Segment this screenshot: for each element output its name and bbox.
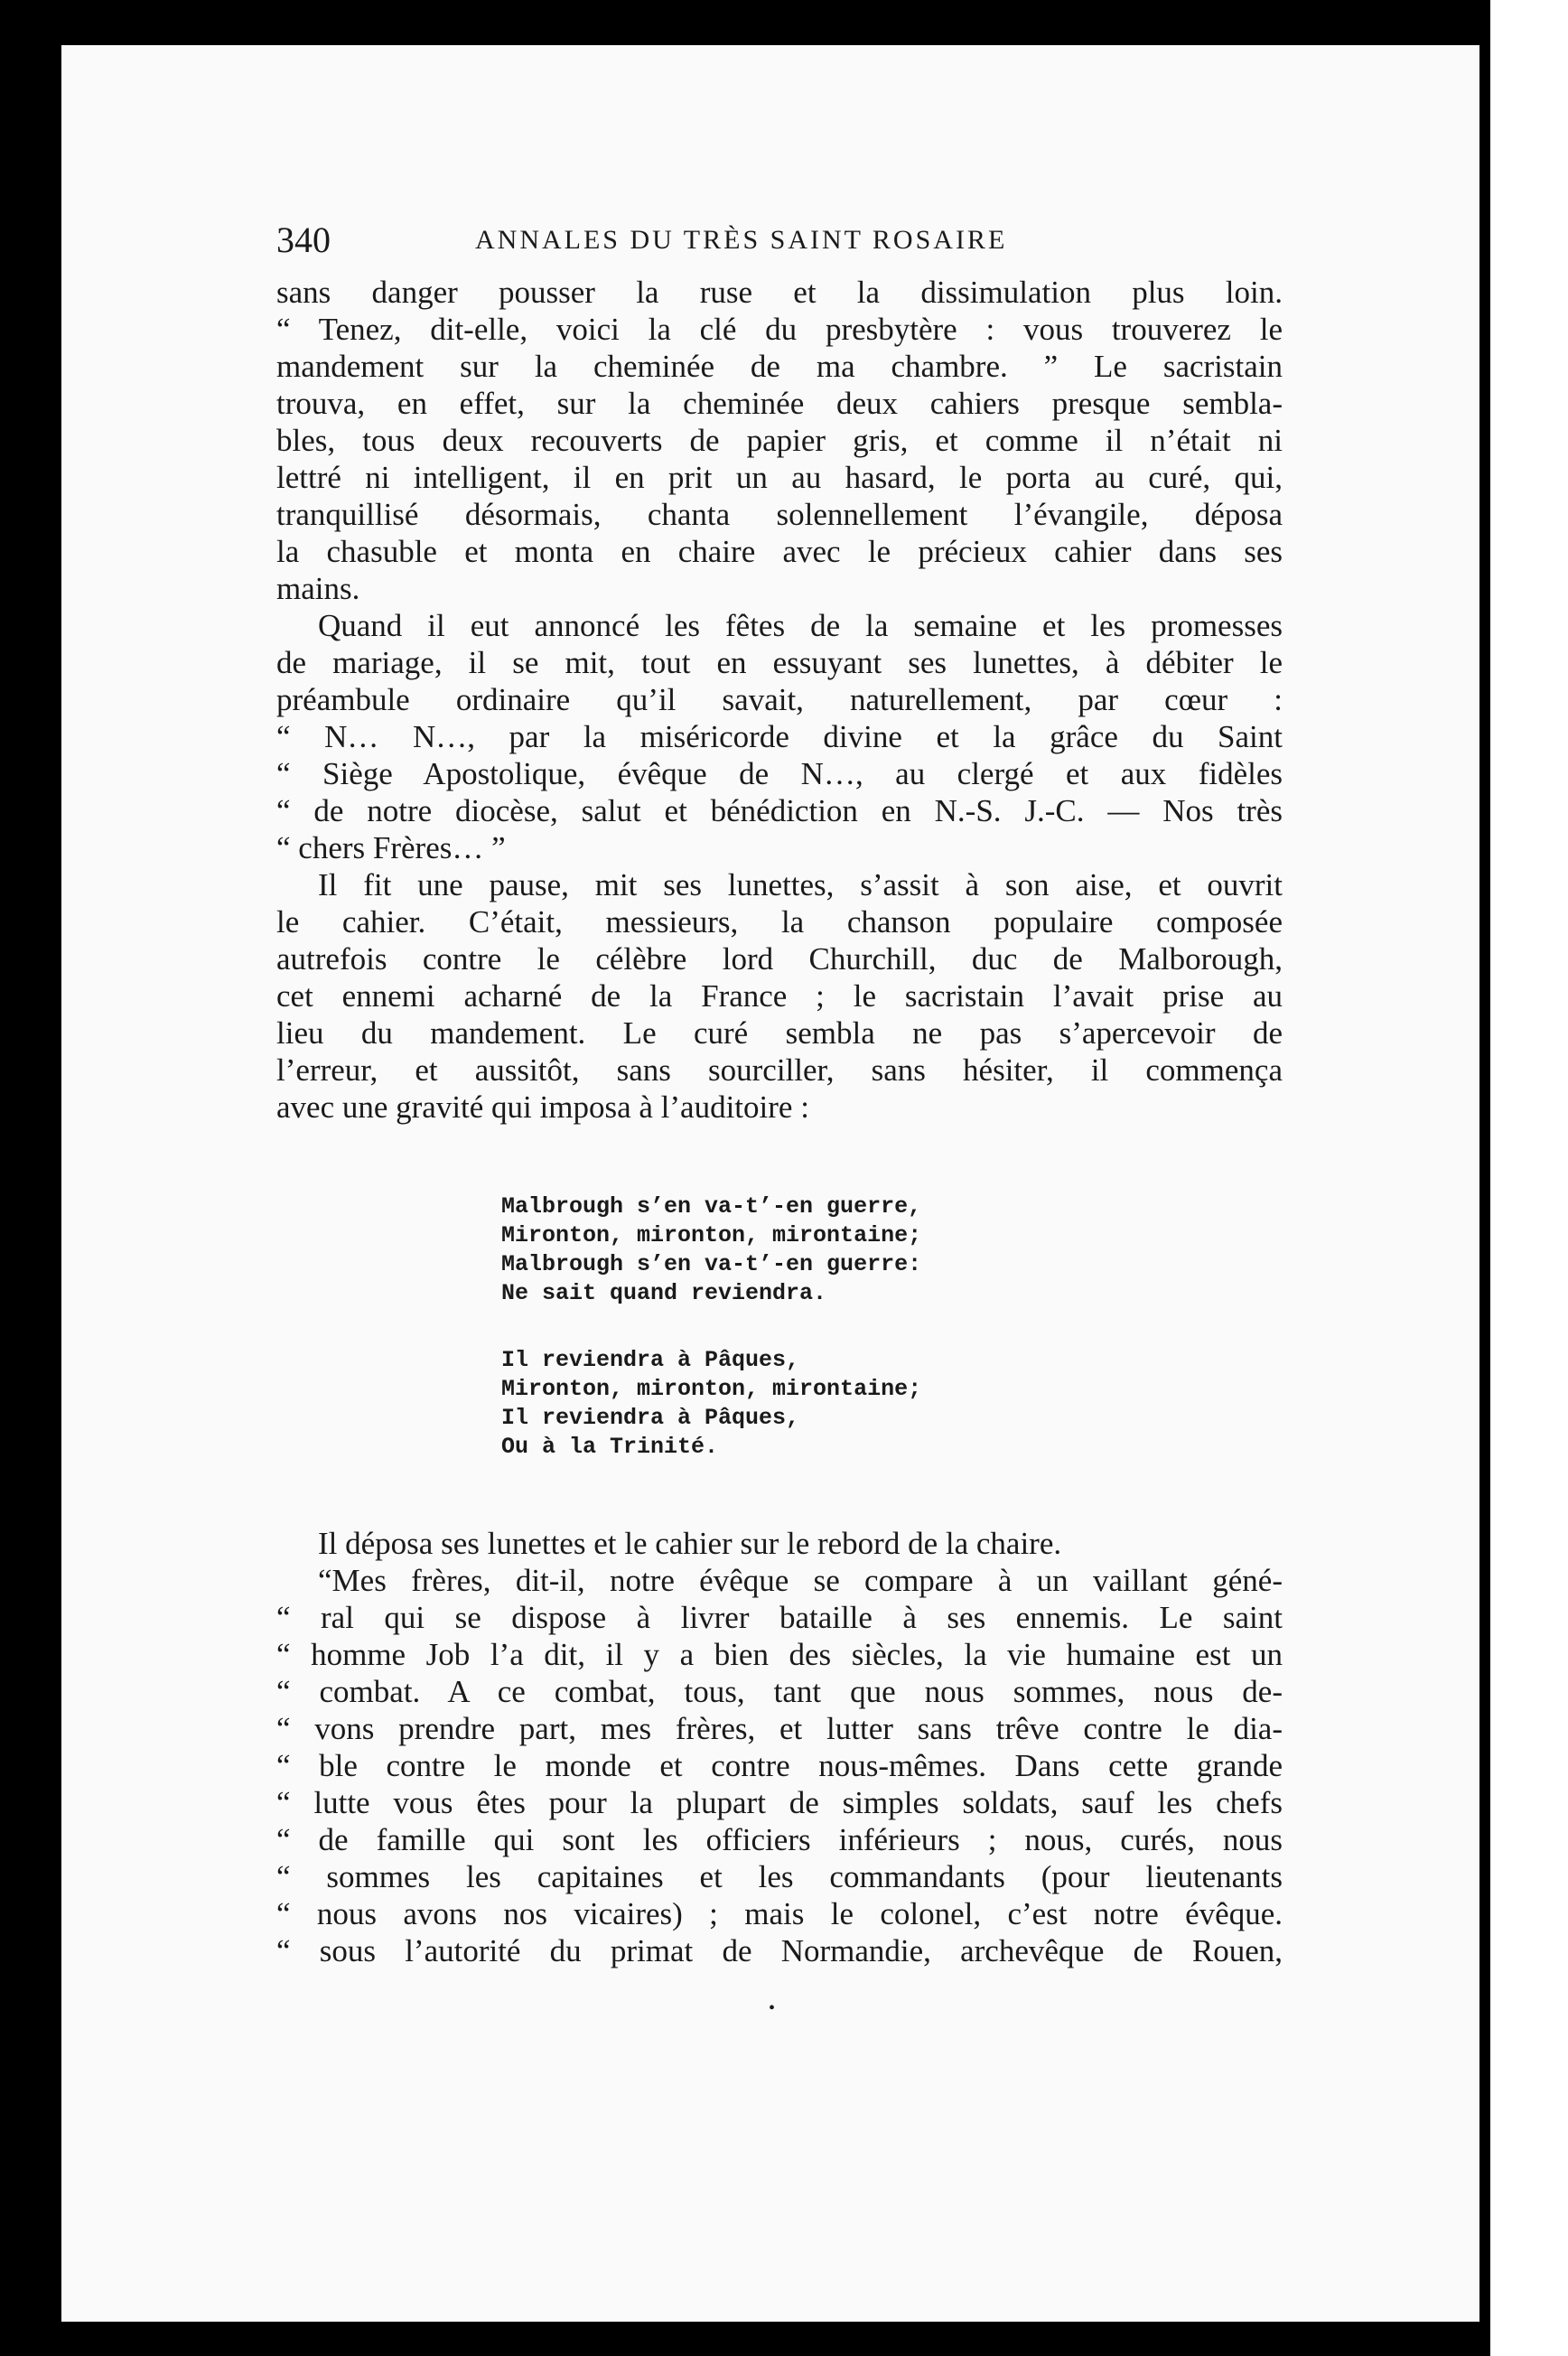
body-text-top	[276, 274, 1283, 1126]
text-line: bles, tous deux recouverts de papier gris, et comme il n’était ni	[276, 423, 1283, 458]
text-line: autrefois contre le célèbre lord Churchill, duc de Malborough,	[276, 941, 1283, 977]
stanza-break	[501, 1308, 1134, 1346]
text-line: “ lutte vous êtes pour la plupart de simples soldats, sauf les chefs	[276, 1785, 1283, 1820]
text-line: lettré ni intelligent, il en prit un au hasard, le porta au curé, qui,	[276, 460, 1283, 495]
text-line: l’erreur, et aussitôt, sans sourciller, sans hésiter, il commença	[276, 1052, 1283, 1088]
footer-mark: •	[769, 1998, 776, 2018]
text-line: mandement sur la cheminée de ma chambre. ” Le sacristain	[276, 349, 1283, 384]
text-line: “ Tenez, dit-elle, voici la clé du presbytère : vous trouverez le	[276, 312, 1283, 347]
page-header	[276, 213, 1288, 267]
text-line: de mariage, il se mit, tout en essuyant ses lunettes, à débiter le	[276, 645, 1283, 680]
text-line: mains.	[276, 571, 360, 606]
verse-line: Malbrough s’en va-t’-en guerre,	[501, 1193, 922, 1220]
text-line: “ sous l’autorité du primat de Normandie, archevêque de Rouen,	[276, 1933, 1283, 1968]
song-verses	[501, 1192, 1134, 1462]
text-line: “ N… N…, par la miséricorde divine et la grâce du Saint	[276, 719, 1283, 754]
verse-line: Il reviendra à Pâques,	[501, 1347, 800, 1373]
text-line: “ chers Frères… ”	[276, 830, 506, 865]
text-line: Quand il eut annoncé les fêtes de la semaine et les promesses	[318, 608, 1283, 643]
text-line: “Mes frères, dit-il, notre évêque se compare à un vaillant géné-	[318, 1563, 1283, 1598]
verse-line: Ne sait quand reviendra.	[501, 1280, 827, 1306]
body-text-bottom	[276, 1525, 1283, 1969]
text-line: Il déposa ses lunettes et le cahier sur le rebord de la chaire.	[318, 1526, 1062, 1561]
verse-line: Mironton, mironton, mirontaine;	[501, 1376, 922, 1402]
text-line: “ de notre diocèse, salut et bénédiction en N.-S. J.-C. — Nos très	[276, 793, 1283, 828]
text-line: “ sommes les capitaines et les commandants (pour lieutenants	[276, 1859, 1283, 1894]
text-line: la chasuble et monta en chaire avec le précieux cahier dans ses	[276, 534, 1283, 569]
text-line: avec une gravité qui imposa à l’auditoire :	[276, 1089, 809, 1125]
verse-line: Il reviendra à Pâques,	[501, 1405, 800, 1431]
text-line: “ nous avons nos vicaires) ; mais le colonel, c’est notre évêque.	[276, 1896, 1283, 1931]
text-line: “ de famille qui sont les officiers inférieurs ; nous, curés, nous	[276, 1822, 1283, 1857]
text-line: cet ennemi acharné de la France ; le sacristain l’avait prise au	[276, 978, 1283, 1014]
text-line: “ combat. A ce combat, tous, tant que nous sommes, nous de-	[276, 1674, 1283, 1709]
text-line: le cahier. C’était, messieurs, la chanson populaire composée	[276, 904, 1283, 940]
verse-line: Malbrough s’en va-t’-en guerre:	[501, 1251, 922, 1277]
running-title: ANNALES DU TRÈS SAINT ROSAIRE	[475, 225, 1008, 255]
text-line: “ ble contre le monde et contre nous-mêmes. Dans cette grande	[276, 1748, 1283, 1783]
text-line: trouva, en effet, sur la cheminée deux cahiers presque sembla-	[276, 386, 1283, 421]
text-line: sans danger pousser la ruse et la dissimulation plus loin.	[276, 275, 1283, 310]
text-line: “ Siège Apostolique, évêque de N…, au clergé et aux fidèles	[276, 756, 1283, 791]
text-line: “ homme Job l’a dit, il y a bien des siècles, la vie humaine est un	[276, 1637, 1283, 1672]
verse-line: Ou à la Trinité.	[501, 1434, 719, 1460]
facing-page-edge	[1490, 0, 1568, 2356]
page-number: 340	[276, 220, 331, 260]
text-line: “ ral qui se dispose à livrer bataille à ses ennemis. Le saint	[276, 1600, 1283, 1635]
text-line: tranquillisé désormais, chanta solennellement l’évangile, déposa	[276, 497, 1283, 532]
verse-line: Mironton, mironton, mirontaine;	[501, 1222, 922, 1248]
text-line: Il fit une pause, mit ses lunettes, s’assit à son aise, et ouvrit	[318, 867, 1283, 902]
text-line: “ vons prendre part, mes frères, et lutter sans trêve contre le dia-	[276, 1711, 1283, 1746]
text-line: lieu du mandement. Le curé sembla ne pas s’apercevoir de	[276, 1015, 1283, 1051]
text-line: préambule ordinaire qu’il savait, naturellement, par cœur :	[276, 682, 1283, 717]
